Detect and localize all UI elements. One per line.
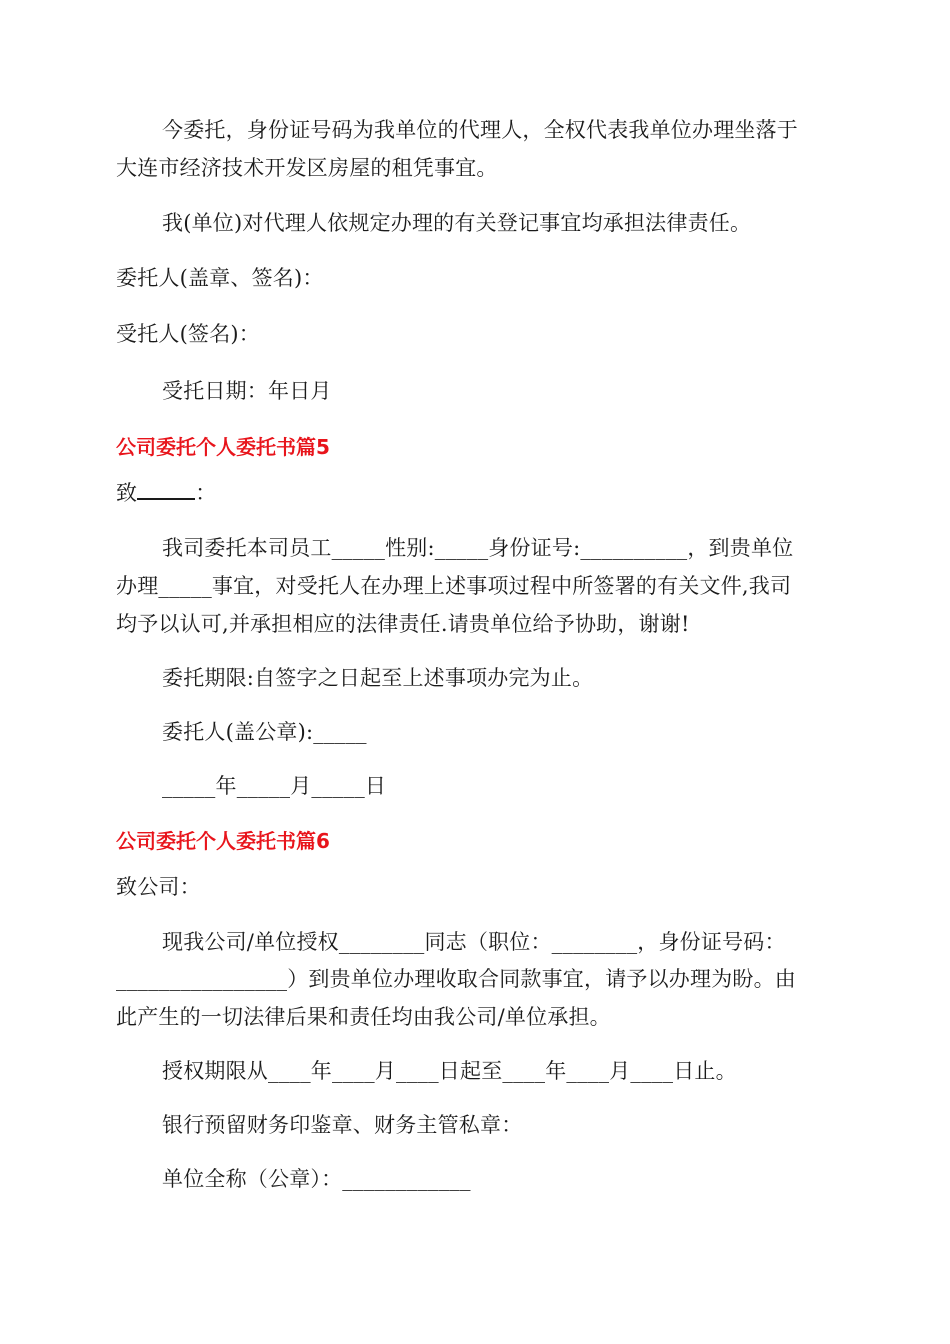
paragraph-line: 今委托，身份证号码为我单位的代理人，全权代表我单位办理坐落于 <box>162 118 798 142</box>
paragraph-line: ________________）到贵单位办理收取合同款事宜，请予以办理为盼。由 <box>116 967 796 991</box>
addressee-line: 致公司： <box>116 875 201 899</box>
paragraph-line: 我(单位)对代理人依规定办理的有关登记事宜均承担法律责任。 <box>162 211 752 235</box>
section-heading: 公司委托个人委托书篇5 <box>116 435 330 459</box>
addressee-suffix: ： <box>195 481 217 505</box>
paragraph-line: 受托日期：年日月 <box>162 379 332 403</box>
paragraph-line: 受托人(签名)： <box>116 322 260 346</box>
addressee-blank <box>137 480 195 500</box>
paragraph-line: 委托人(盖章、签名)： <box>116 266 324 290</box>
paragraph-line: 委托人(盖公章):_____ <box>162 720 367 744</box>
addressee-prefix: 致 <box>116 481 138 505</box>
paragraph-line: 银行预留财务印鉴章、财务主管私章： <box>162 1113 523 1137</box>
paragraph-line: 我司委托本司员工_____性别:_____身份证号:__________，到贵单位 <box>162 536 794 560</box>
paragraph-line: 此产生的一切法律后果和责任均由我公司/单位承担。 <box>116 1005 611 1029</box>
addressee-line <box>116 479 836 507</box>
paragraph-line: 授权期限从____年____月____日起至____年____月____日止。 <box>162 1059 737 1083</box>
paragraph-line: 均予以认可,并承担相应的法律责任.请贵单位给予协助，谢谢! <box>116 612 690 636</box>
paragraph-line: 单位全称（公章）：____________ <box>162 1167 471 1191</box>
section-heading: 公司委托个人委托书篇6 <box>116 829 330 853</box>
date-line: _____年_____月_____日 <box>162 774 387 798</box>
paragraph-line: 委托期限:自签字之日起至上述事项办完为止。 <box>162 666 594 690</box>
paragraph-line: 大连市经济技术开发区房屋的租凭事宜。 <box>116 156 498 180</box>
paragraph-line: 办理_____事宜，对受托人在办理上述事项过程中所签署的有关文件,我司 <box>116 574 792 598</box>
paragraph-line: 现我公司/单位授权________同志（职位：________，身份证号码： <box>162 930 786 954</box>
